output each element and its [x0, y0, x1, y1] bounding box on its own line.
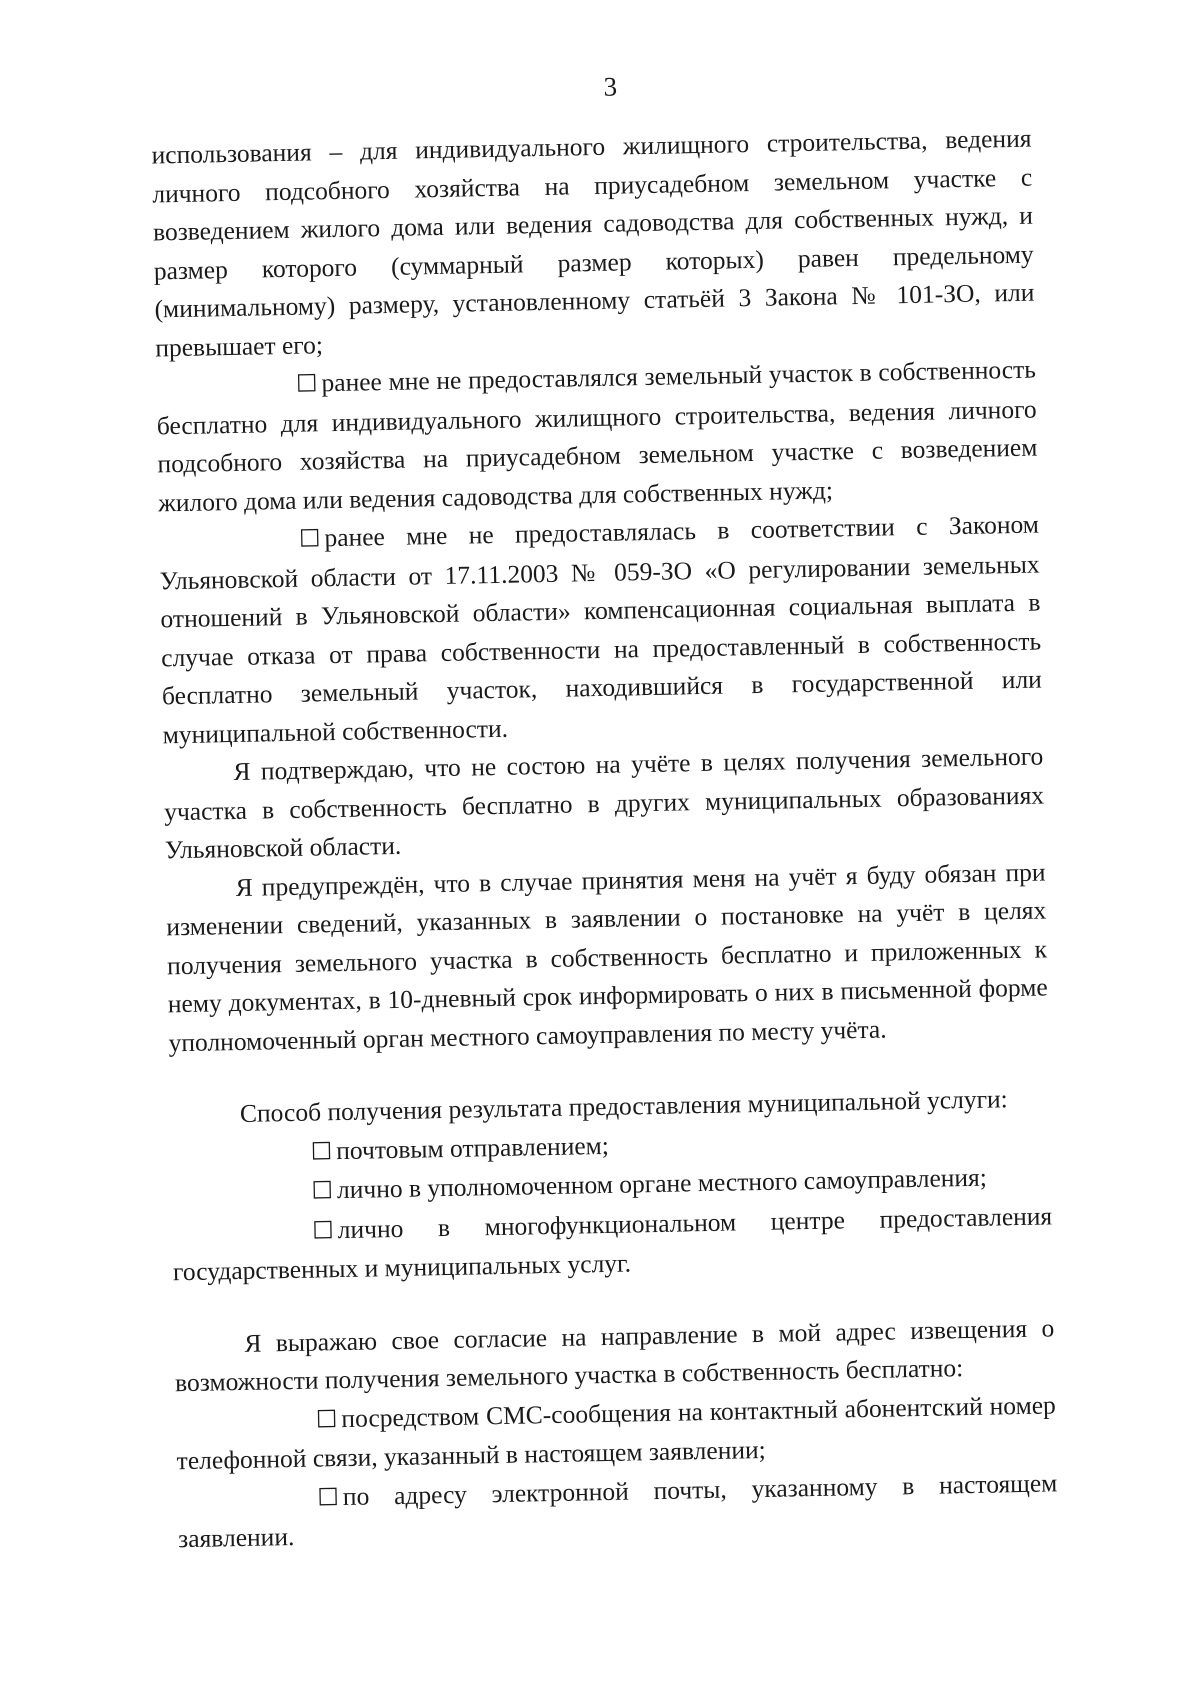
checkbox-icon[interactable]: ☐ [315, 1406, 338, 1434]
page-number: 3 [603, 71, 618, 102]
consent-text: Я выражаю свое согласие на направление в мой адрес извещения о возможности получения земельного участка в собственность бесплатно: [174, 1312, 1055, 1398]
delivery-heading: Способ получения результата предоставления муниципальной услуги: [239, 1084, 1009, 1128]
document-body [151, 120, 1058, 1559]
checkbox-icon[interactable]: ☐ [311, 1178, 334, 1205]
paragraph-confirmation: Я подтверждаю, что не состою на учёте в целях получения земельного участка в собственность бесплатно в других муниципальных образованиях Ульяновской области. [163, 741, 1045, 865]
checkbox-label: лично в уполномоченном органе местного самоуправления; [336, 1162, 988, 1205]
checkbox-label: посредством СМС-сообщения на контактный абонентский номер телефонной связи, указанный в настоящем заявлении; [176, 1389, 1057, 1476]
checkbox-item-no-compensation[interactable] [159, 506, 1043, 755]
checkbox-icon[interactable]: ☐ [295, 371, 318, 398]
checkbox-label: по адресу электронной почты, указанному в настоящем заявлении. [177, 1467, 1058, 1554]
checkbox-label: почтовым отправлением; [335, 1130, 610, 1165]
checkbox-icon[interactable]: ☐ [312, 1217, 335, 1245]
checkbox-label: ранее мне не предоставлялся земельный участок в собственность бесплатно для индивидуального жилищного строительства, ведения личного подсобного хозяйства на приусадебном земельном участке с возведением жилого дома или ведения садоводства для собственных нужд; [156, 354, 1038, 517]
checkbox-item-no-previous-land[interactable] [156, 351, 1039, 523]
paragraph-land-use: использования – для индивидуального жилищного строительства, ведения личного подсобного хозяйства на приусадебном земельном участке с возведением жилого дома или ведения садоводства для собственных нужд, и размер которого (суммарный размер которых) равен предельному (минимальному) размеру, установленному статьёй 3 Закона № 101-ЗО, или превышает его; [151, 123, 1035, 362]
checkbox-icon[interactable]: ☐ [310, 1138, 333, 1166]
checkbox-icon[interactable]: ☐ [317, 1484, 340, 1512]
checkbox-icon[interactable]: ☐ [298, 526, 321, 553]
delivery-option-mfc[interactable] [172, 1197, 1053, 1292]
paragraph-warning: Я предупреждён, что в случае принятия меня на учёт я буду обязан при изменении сведений, указанных в заявлении о постановке на учёт в целях получения земельного участка в собственность бесплатно и приложенных к нему документах, в 10-дневный срок информировать о них в письменной форме уполномоченный орган местного самоуправления по месту учёта. [166, 856, 1048, 1057]
checkbox-label: лично в многофункциональном центре предоставления государственных и муниципальных услуг. [172, 1200, 1053, 1287]
consent-option-email[interactable] [177, 1464, 1058, 1559]
checkbox-label: ранее мне не предоставлялась в соответствии с Законом Ульяновской области от 17.11.2003 № 059-ЗО «О регулировании земельных отношений в Ульяновской области» компенсационная социальная выплата в случае отказа от права собственности на предоставленный в собственность бесплатно земельный участок, находившийся в государственной или муниципальной собственности. [159, 509, 1043, 749]
